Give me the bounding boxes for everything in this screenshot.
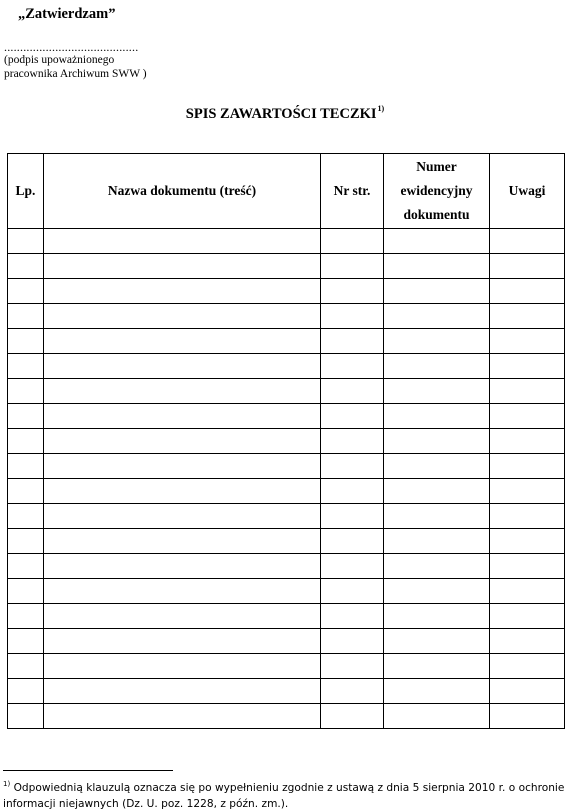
table-cell[interactable] [8, 629, 44, 654]
column-header-document-name: Nazwa dokumentu (treść) [44, 154, 321, 229]
table-cell[interactable] [44, 379, 321, 404]
column-header-lp: Lp. [8, 154, 44, 229]
table-row [8, 404, 565, 429]
table-cell[interactable] [44, 529, 321, 554]
table-cell[interactable] [8, 304, 44, 329]
table-cell[interactable] [384, 704, 490, 729]
table-cell[interactable] [321, 279, 384, 304]
table-cell[interactable] [384, 404, 490, 429]
table-cell[interactable] [8, 479, 44, 504]
table-cell[interactable] [490, 429, 565, 454]
table-cell[interactable] [44, 279, 321, 304]
table-cell[interactable] [321, 254, 384, 279]
table-cell[interactable] [44, 704, 321, 729]
table-cell[interactable] [384, 679, 490, 704]
table-row [8, 479, 565, 504]
table-cell[interactable] [321, 604, 384, 629]
table-cell[interactable] [384, 654, 490, 679]
table-cell[interactable] [490, 254, 565, 279]
page-title [0, 104, 570, 123]
table-cell[interactable] [321, 429, 384, 454]
table-body [8, 229, 565, 729]
table-row [8, 704, 565, 729]
table-cell[interactable] [490, 529, 565, 554]
table-cell[interactable] [44, 254, 321, 279]
table-cell[interactable] [8, 704, 44, 729]
table-cell[interactable] [8, 429, 44, 454]
table-row [8, 279, 565, 304]
table-cell[interactable] [8, 579, 44, 604]
signature-line: .......................................... [4, 40, 139, 54]
table-cell[interactable] [384, 604, 490, 629]
table-cell[interactable] [384, 354, 490, 379]
table-cell[interactable] [490, 279, 565, 304]
table-cell[interactable] [490, 629, 565, 654]
table-cell[interactable] [8, 654, 44, 679]
table-row [8, 329, 565, 354]
table-cell[interactable] [8, 229, 44, 254]
column-header-notes: Uwagi [490, 154, 565, 229]
table-cell[interactable] [321, 529, 384, 554]
table-cell[interactable] [384, 329, 490, 354]
table-row [8, 229, 565, 254]
table-cell[interactable] [490, 654, 565, 679]
table-cell[interactable] [321, 329, 384, 354]
table-row [8, 504, 565, 529]
table-cell[interactable] [8, 329, 44, 354]
table-cell[interactable] [44, 354, 321, 379]
table-cell[interactable] [44, 229, 321, 254]
table-cell[interactable] [321, 579, 384, 604]
table-cell[interactable] [321, 479, 384, 504]
table-cell[interactable] [384, 479, 490, 504]
table-cell[interactable] [321, 304, 384, 329]
table-cell[interactable] [321, 379, 384, 404]
table-cell[interactable] [490, 604, 565, 629]
table-row [8, 429, 565, 454]
table-cell[interactable] [384, 279, 490, 304]
table-cell[interactable] [321, 679, 384, 704]
footnote-divider [3, 770, 173, 771]
table-cell[interactable] [384, 554, 490, 579]
table-cell[interactable] [490, 479, 565, 504]
table-cell[interactable] [490, 354, 565, 379]
table-header-row [8, 154, 565, 229]
table-cell[interactable] [490, 404, 565, 429]
approval-label: „Zatwierdzam” [18, 6, 116, 22]
table-cell[interactable] [321, 404, 384, 429]
table-cell[interactable] [8, 679, 44, 704]
table-row [8, 379, 565, 404]
table-cell[interactable] [490, 504, 565, 529]
table-cell[interactable] [384, 429, 490, 454]
table-cell[interactable] [8, 379, 44, 404]
table-cell[interactable] [490, 679, 565, 704]
table-cell[interactable] [321, 354, 384, 379]
table-row [8, 579, 565, 604]
table-cell[interactable] [321, 504, 384, 529]
table-row [8, 454, 565, 479]
table-cell[interactable] [8, 504, 44, 529]
table-cell[interactable] [8, 454, 44, 479]
table-cell[interactable] [490, 554, 565, 579]
table-row [8, 629, 565, 654]
footnote-text: Odpowiednią klauzulą oznacza się po wypełnieniu zgodnie z ustawą z dnia 5 sierpnia 2010 r. o ochronie informacji niejawnych (Dz. U. poz. 1228, z późn. zm.). [3, 782, 565, 810]
table-cell[interactable] [44, 454, 321, 479]
table-cell[interactable] [490, 229, 565, 254]
table-cell[interactable] [44, 479, 321, 504]
title-footnote-ref: 1) [377, 104, 385, 113]
table-row [8, 304, 565, 329]
table-cell[interactable] [44, 679, 321, 704]
table-cell[interactable] [8, 529, 44, 554]
table-cell[interactable] [44, 654, 321, 679]
table-cell[interactable] [321, 554, 384, 579]
table-cell[interactable] [384, 379, 490, 404]
table-cell[interactable] [384, 579, 490, 604]
table-row [8, 554, 565, 579]
table-cell[interactable] [384, 229, 490, 254]
contents-table [7, 153, 565, 729]
signature-caption-line-2: pracownika Archiwum SWW ) [4, 68, 147, 80]
table-cell[interactable] [384, 504, 490, 529]
table-cell[interactable] [490, 704, 565, 729]
table-cell[interactable] [44, 504, 321, 529]
table-row [8, 604, 565, 629]
table-cell[interactable] [490, 454, 565, 479]
page-title-text: SPIS ZAWARTOŚCI TECZKI [185, 106, 377, 122]
table-cell[interactable] [321, 654, 384, 679]
table-cell[interactable] [384, 529, 490, 554]
table-cell[interactable] [321, 454, 384, 479]
table-cell[interactable] [384, 304, 490, 329]
table-row [8, 679, 565, 704]
table-cell[interactable] [8, 404, 44, 429]
table-row [8, 354, 565, 379]
table-cell[interactable] [44, 404, 321, 429]
table-cell[interactable] [8, 554, 44, 579]
table-cell[interactable] [490, 304, 565, 329]
table-cell[interactable] [490, 329, 565, 354]
table-cell[interactable] [44, 329, 321, 354]
table-cell[interactable] [44, 629, 321, 654]
table-cell[interactable] [8, 279, 44, 304]
table-cell[interactable] [8, 354, 44, 379]
table-cell[interactable] [384, 454, 490, 479]
table-cell[interactable] [44, 304, 321, 329]
footnote [3, 776, 570, 812]
column-header-record-number: Numer ewidencyjny dokumentu [384, 154, 490, 229]
table-cell[interactable] [321, 704, 384, 729]
column-header-page-number: Nr str. [321, 154, 384, 229]
table-row [8, 654, 565, 679]
table-cell[interactable] [44, 554, 321, 579]
table-row [8, 529, 565, 554]
table-cell[interactable] [44, 579, 321, 604]
table-cell[interactable] [384, 254, 490, 279]
signature-caption [4, 53, 147, 81]
table-cell[interactable] [490, 579, 565, 604]
table-cell[interactable] [8, 254, 44, 279]
table-cell[interactable] [384, 629, 490, 654]
table-cell[interactable] [44, 429, 321, 454]
table-cell[interactable] [321, 629, 384, 654]
signature-caption-line-1: (podpis upoważnionego [4, 54, 115, 66]
table-cell[interactable] [490, 379, 565, 404]
table-cell[interactable] [44, 604, 321, 629]
table-cell[interactable] [321, 229, 384, 254]
footnote-ref: 1) [3, 780, 11, 788]
table-row [8, 254, 565, 279]
table-cell[interactable] [8, 604, 44, 629]
